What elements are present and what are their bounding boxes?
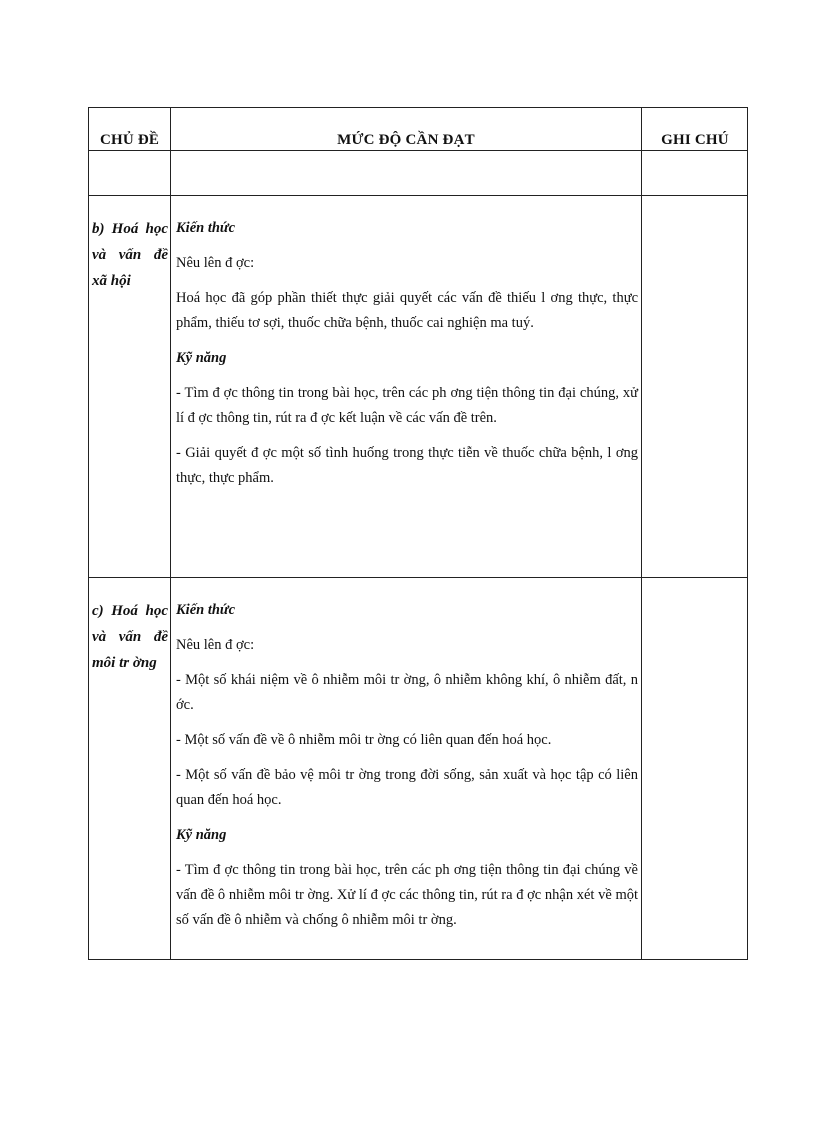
skills-item: - Tìm đ ợc thông tin trong bài học, trên các ph ơng tiện thông tin đại chúng, xử lí đ ợc thông tin, rút ra đ ợc kết luận về các vấn đề trên. xyxy=(176,385,638,426)
knowledge-item: - Một số khái niệm về ô nhiễm môi tr ờng, ô nhiễm không khí, ô nhiễm đất, n ớc. xyxy=(176,672,638,713)
knowledge-intro: Nêu lên đ ợc: xyxy=(176,637,255,653)
row-divider xyxy=(89,195,747,196)
column-divider xyxy=(170,108,171,959)
knowledge-item: Hoá học đã góp phần thiết thực giải quyết các vấn đề thiếu l ơng thực, thực phẩm, thiếu tơ sợi, thuốc chữa bệnh, thuốc cai nghiện ma tuý. xyxy=(176,290,638,331)
knowledge-intro: Nêu lên đ ợc: xyxy=(176,255,255,271)
skills-item: - Tìm đ ợc thông tin trong bài học, trên các ph ơng tiện thông tin đại chúng về vấn đề ô nhiễm môi tr ờng. Xử lí đ ợc các thông tin, rút ra đ ợc nhận xét về một số vấn đề ô nhiễm và chống ô nhiễm môi tr ờng. xyxy=(176,862,638,928)
header-note: GHI CHÚ xyxy=(661,132,729,148)
header-topic: CHỦ ĐỀ xyxy=(99,132,160,148)
topic-cell: c) Hoá học và vấn đề môi tr ờng xyxy=(92,603,168,671)
header-underline xyxy=(89,150,747,151)
knowledge-heading: Kiến thức xyxy=(176,602,236,618)
skills-heading: Kỹ năng xyxy=(176,827,227,843)
column-divider xyxy=(641,108,642,959)
content-cell xyxy=(176,598,638,943)
knowledge-heading: Kiến thức xyxy=(176,220,236,236)
content-cell xyxy=(176,216,638,501)
skills-item: - Giải quyết đ ợc một số tình huống trong thực tiễn về thuốc chữa bệnh, l ơng thực, thực phẩm. xyxy=(176,445,638,486)
skills-heading: Kỹ năng xyxy=(176,350,227,366)
row-divider xyxy=(89,577,747,578)
knowledge-item: - Một số vấn đề bảo vệ môi tr ờng trong đời sống, sản xuất và học tập có liên quan đến hoá học. xyxy=(176,767,638,808)
topic-cell: b) Hoá học và vấn đề xã hội xyxy=(92,221,168,289)
header-level: MỨC ĐỘ CẦN ĐẠT xyxy=(337,132,475,148)
curriculum-table xyxy=(88,107,748,960)
knowledge-item: - Một số vấn đề về ô nhiễm môi tr ờng có liên quan đến hoá học. xyxy=(176,732,552,748)
